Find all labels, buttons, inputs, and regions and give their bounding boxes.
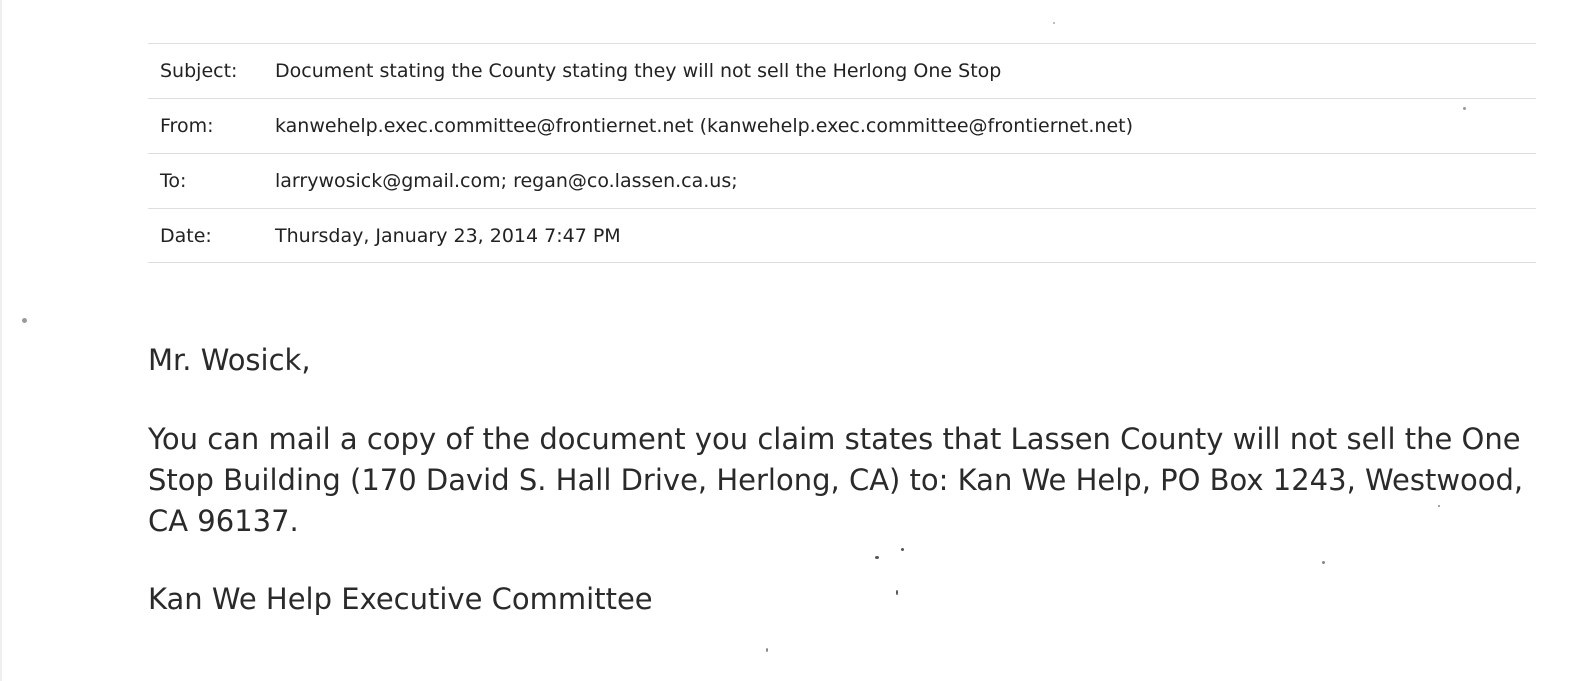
from-row: [148, 98, 1536, 153]
date-label: Date:: [160, 224, 212, 247]
signature: Kan We Help Executive Committee: [148, 582, 653, 616]
date-value: Thursday, January 23, 2014 7:47 PM: [275, 224, 621, 247]
subject-row: [148, 43, 1536, 98]
scan-speck: [901, 548, 904, 551]
from-value: kanwehelp.exec.committee@frontiernet.net (kanwehelp.exec.committee@frontiernet.net): [275, 115, 1134, 137]
email-header-table: [148, 43, 1536, 263]
to-value: larrywosick@gmail.com; regan@co.lassen.ca.us;: [275, 170, 738, 192]
scan-speck: [1463, 107, 1466, 110]
scan-speck: [896, 590, 898, 595]
subject-value: Document stating the County stating they will not sell the Herlong One Stop: [275, 60, 1002, 82]
to-row: [148, 153, 1536, 208]
salutation: Mr. Wosick,: [148, 343, 311, 377]
date-row: [148, 208, 1536, 263]
scan-speck: [1438, 505, 1440, 507]
scan-speck: [875, 556, 879, 559]
scan-speck: [22, 318, 27, 323]
subject-label: Subject:: [160, 60, 238, 82]
scan-speck: [1322, 561, 1325, 564]
from-label: From:: [160, 115, 214, 137]
email-body: [148, 340, 1538, 620]
to-label: To:: [160, 170, 187, 192]
message-paragraph: You can mail a copy of the document you claim states that Lassen County will not sell the One Stop Building (170 David S. Hall Drive, Herlong, CA) to: Kan We Help, PO Box 1243, Westwood, CA 96137.: [148, 422, 1524, 538]
scan-speck: [766, 648, 768, 652]
scan-speck: [1053, 22, 1055, 24]
